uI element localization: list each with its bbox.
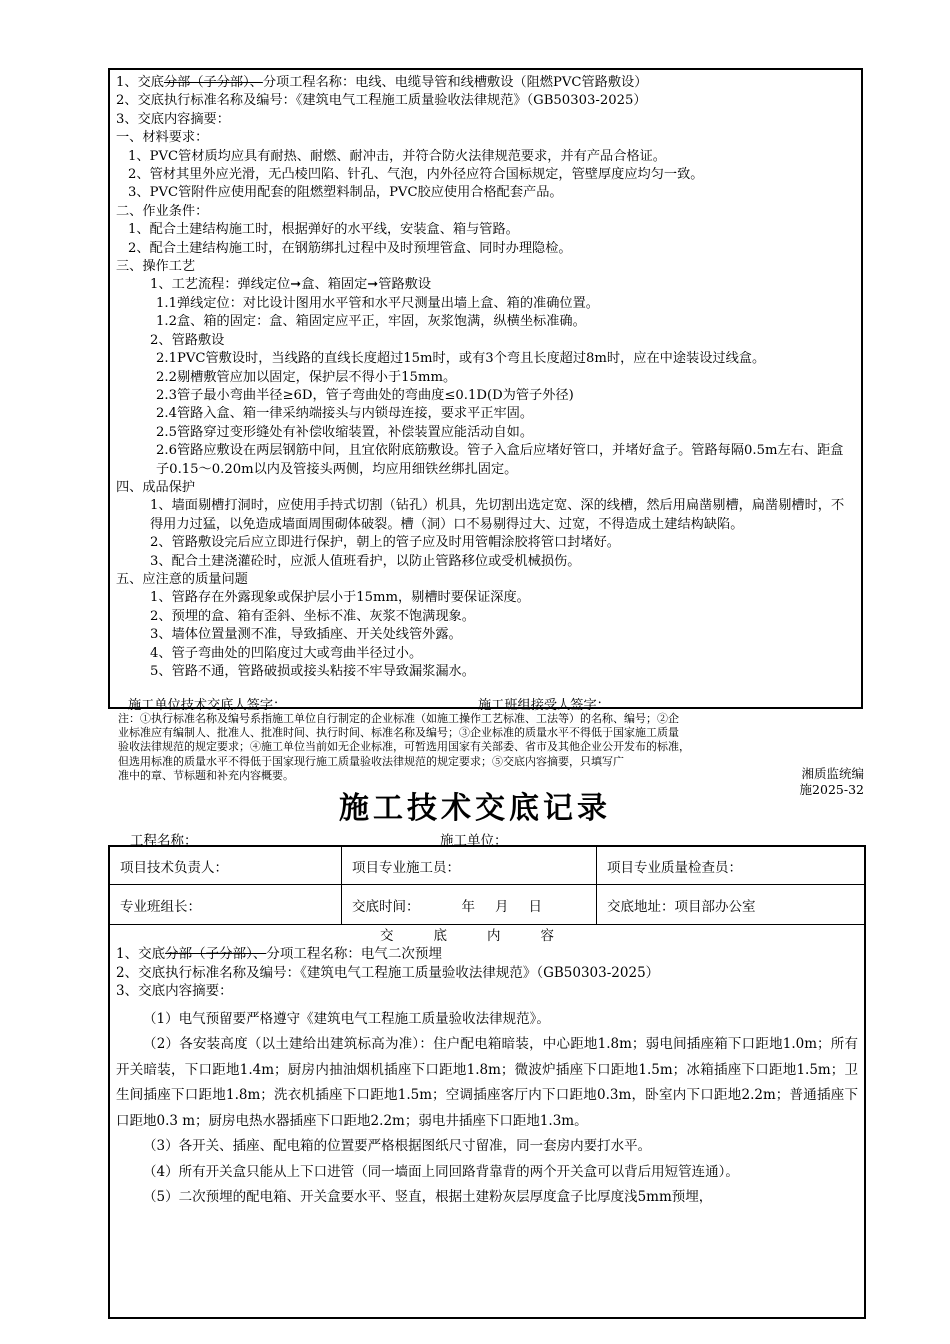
footnote (118, 712, 863, 783)
footnote-line: 但选用标准的质量水平不得低于国家现行施工质量验收法律规范的规定要求；⑤交底内容摘要，只填写广 (118, 754, 624, 768)
lower-line-3: 3、交底内容摘要： (116, 983, 233, 999)
publisher-label: 湘质监统编 (801, 766, 864, 781)
upper-line: 1.1弹线定位：对比设计图用水平管和水平尺测量出墙上盒、箱的准确位置。 (156, 295, 599, 311)
section-heading: 三、操作工艺 (116, 259, 196, 275)
disclosure-table (108, 845, 866, 1319)
construction-staff-cell: 项目专业施工员： (342, 847, 597, 884)
section-heading: 四、成品保护 (116, 479, 196, 495)
upper-line: 1、管路存在外露现象或保护层小于15mm，剔槽时要保证深度。 (150, 590, 530, 606)
upper-line: 2、预埋的盒、箱有歪斜、坐标不准、灰浆不饱满现象。 (150, 608, 475, 624)
upper-line: 5、管路不通，管路破损或接头粘接不牢导致漏浆漏水。 (150, 664, 475, 679)
section-heading: 二、作业条件： (116, 203, 209, 219)
content-heading: 交底内容 (380, 928, 594, 944)
upper-line: 2.3管子最小弯曲半径≥6D，管子弯曲处的弯曲度≤0.1D(D为管子外径) (156, 387, 574, 403)
upper-line: 3、交底内容摘要： (116, 111, 230, 127)
lower-line-2: 2、交底执行标准名称及编号：《建筑电气工程施工质量验收法律规范》（GB50303-2025） (116, 964, 660, 981)
upper-line: 2、管材其里外应光滑，无凸棱凹陷、针孔、气泡，内外径应符合国标规定，管壁厚度应均匀一致。 (128, 167, 704, 183)
content-paragraph: （5）二次预埋的配电箱、开关盒要水平、竖直，根据土建粉灰层厚度盒子比厚度浅5mm预埋， (143, 1189, 713, 1205)
upper-line: 3、配合土建浇灌砼时，应派人值班看护，以防止管路移位或受机械损伤。 (150, 553, 581, 569)
upper-line: 1、墙面剔槽打洞时，应使用手持式切割（钻孔）机具，先切割出选定宽、深的线槽，然后用扁凿剔槽，扁凿剔槽时，不得用力过猛，以免造成墙面周围砌体破裂。槽（洞）口不易剔得过大、过宽，不得造成土建结构缺陷。 (150, 498, 845, 532)
section-heading: 五、应注意的质量问题 (116, 571, 248, 587)
page-title: 施工技术交底记录 (339, 791, 611, 826)
upper-record-box (108, 68, 863, 713)
disclosure-content (110, 925, 864, 1317)
team-receiver-signature-label: 施工班组接受人签字： (478, 698, 610, 713)
upper-line: 2.6管路应敷设在两层钢筋中间，且宜依附底筋敷设。管子入盒后应堵好管口，并堵好盒子。管路每隔0.5m左右、距盒子0.15～0.20m以内及管接头两侧，均应用细铁丝绑扎固定。 (156, 443, 844, 477)
footnote-line: 准中的章、节标题和补充内容概要。 (118, 768, 294, 782)
table-row (110, 885, 864, 925)
footnote-line: 验收法律规范的规定要求；④施工单位当前如无企业标准，可暂选用国家有关部委、省市及其他企业公开发布的标准， (118, 740, 690, 754)
upper-line: 4、管子弯曲处的凹陷度过大或弯曲半径过小。 (150, 645, 423, 661)
upper-line: 2.5管路穿过变形缝处有补偿收缩装置，补偿装置应能活动自如。 (156, 424, 534, 440)
upper-line: 1、工艺流程：弹线定位➞盒、箱固定➞管路敷设 (150, 277, 432, 293)
struck-text: 分部（子分部）、 (165, 946, 267, 962)
upper-line: 2.4管路入盒、箱一律采纳端接头与内锁母连接，要求平正牢固。 (156, 406, 534, 422)
upper-line: 3、PVC管附件应使用配套的阻燃塑料制品，PVC胶应使用合格配套产品。 (128, 185, 563, 201)
content-paragraph: （1）电气预留要严格遵守《建筑电气工程施工质量验收法律规范》。 (143, 1010, 550, 1027)
upper-line: 2.2剔槽敷管应加以固定，保护层不得小于15mm。 (156, 369, 457, 385)
upper-line: 1.2盒、箱的固定：盒、箱固定应平正，牢固，灰浆饱满，纵横坐标准确。 (156, 314, 586, 330)
upper-line: 2、交底执行标准名称及编号：《建筑电气工程施工质量验收法律规范》（GB50303-2025） (116, 93, 647, 109)
construction-unit-label: 施工单位： (440, 833, 508, 849)
upper-content (116, 74, 855, 681)
upper-line: 1、配合土建结构施工时，根据弹好的水平线，安装盒、箱与管路。 (128, 222, 519, 238)
upper-line: 2、管路敷设 (150, 332, 225, 348)
disclosure-address-cell: 交底地址：项目部办公室 (607, 898, 756, 915)
struck-text: 分部（子分部）、 (163, 75, 263, 90)
disclosure-time-cell: 交底时间： 年 月 日 (342, 885, 597, 924)
quality-inspector-cell: 项目专业质量检查员： (607, 859, 742, 876)
upper-line-1: 1、交底分部（子分部）、分项工程名称：电线、电缆导管和线槽敷设（阻燃PVC管路敷设） (116, 75, 648, 90)
upper-line: 2.1PVC管敷设时，当线路的直线长度超过15m时，或有3个弯且长度超过8m时，应在中途装设过线盒。 (156, 351, 766, 367)
content-paragraph: （4）所有开关盒只能从上下口进管（同一墙面上同回路背靠背的两个开关盒可以背后用短管连通）。 (143, 1163, 739, 1180)
footnote-line: 注：①执行标准名称及编号系指施工单位自行制定的企业标准（如施工操作工艺标准、工法等）的名称、编号；②企 (118, 712, 679, 725)
tech-lead-cell: 项目技术负责人： (110, 847, 342, 884)
technical-discloser-signature-label: 施工单位技术交底人签字： (128, 698, 287, 713)
content-paragraph: （2）各安装高度（以土建给出建筑标高为准）：住户配电箱暗装，中心距地1.8m；弱电间插座箱下口距地1.0m；所有开关暗装，下口距地1.4m；厨房内抽油烟机插座下口距地1.8m；微波炉插座下口距地1.5m；冰箱插座下口距地1.5m；卫生间插座下口距地1.8m；洗衣机插座下口距地1.5m；空调插座客厅内下口距地0.3m，卧室内下口距地2.2m；普通插座下口距地0.3 m；厨房电热水器插座下口距地2.2m；弱电井插座下口距地1.3m。 (116, 1036, 858, 1129)
footnote-line: 业标准应有编制人、批准人、批准时间、执行时间、标准名称及编号；③企业标准的质量水平不得低于国家施工质量 (118, 726, 679, 740)
lower-line-1: 1、交底分部（子分部）、分项工程名称：电气二次预埋 (116, 946, 442, 962)
team-leader-cell: 专业班组长： (110, 885, 342, 924)
content-paragraph: （3）各开关、插座、配电箱的位置要严格根据图纸尺寸留准，同一套房内要打水平。 (143, 1138, 652, 1154)
upper-line: 3、墙体位置量测不准，导致插座、开关处线管外露。 (150, 627, 462, 643)
project-name-label: 工程名称： (130, 833, 198, 849)
form-code: 施2025-32 (799, 782, 864, 797)
table-row (110, 847, 864, 885)
section-heading: 一、材料要求： (116, 130, 209, 146)
upper-line: 2、管路敷设完后应立即进行保护，朝上的管子应及时用管帽涂胶将管口封堵好。 (150, 535, 620, 551)
upper-line: 1、PVC管材质均应具有耐热、耐燃、耐冲击，并符合防火法律规范要求，并有产品合格证。 (128, 148, 666, 164)
upper-line: 2、配合土建结构施工时，在钢筋绑扎过程中及时预埋管盒、同时办理隐检。 (128, 240, 572, 256)
